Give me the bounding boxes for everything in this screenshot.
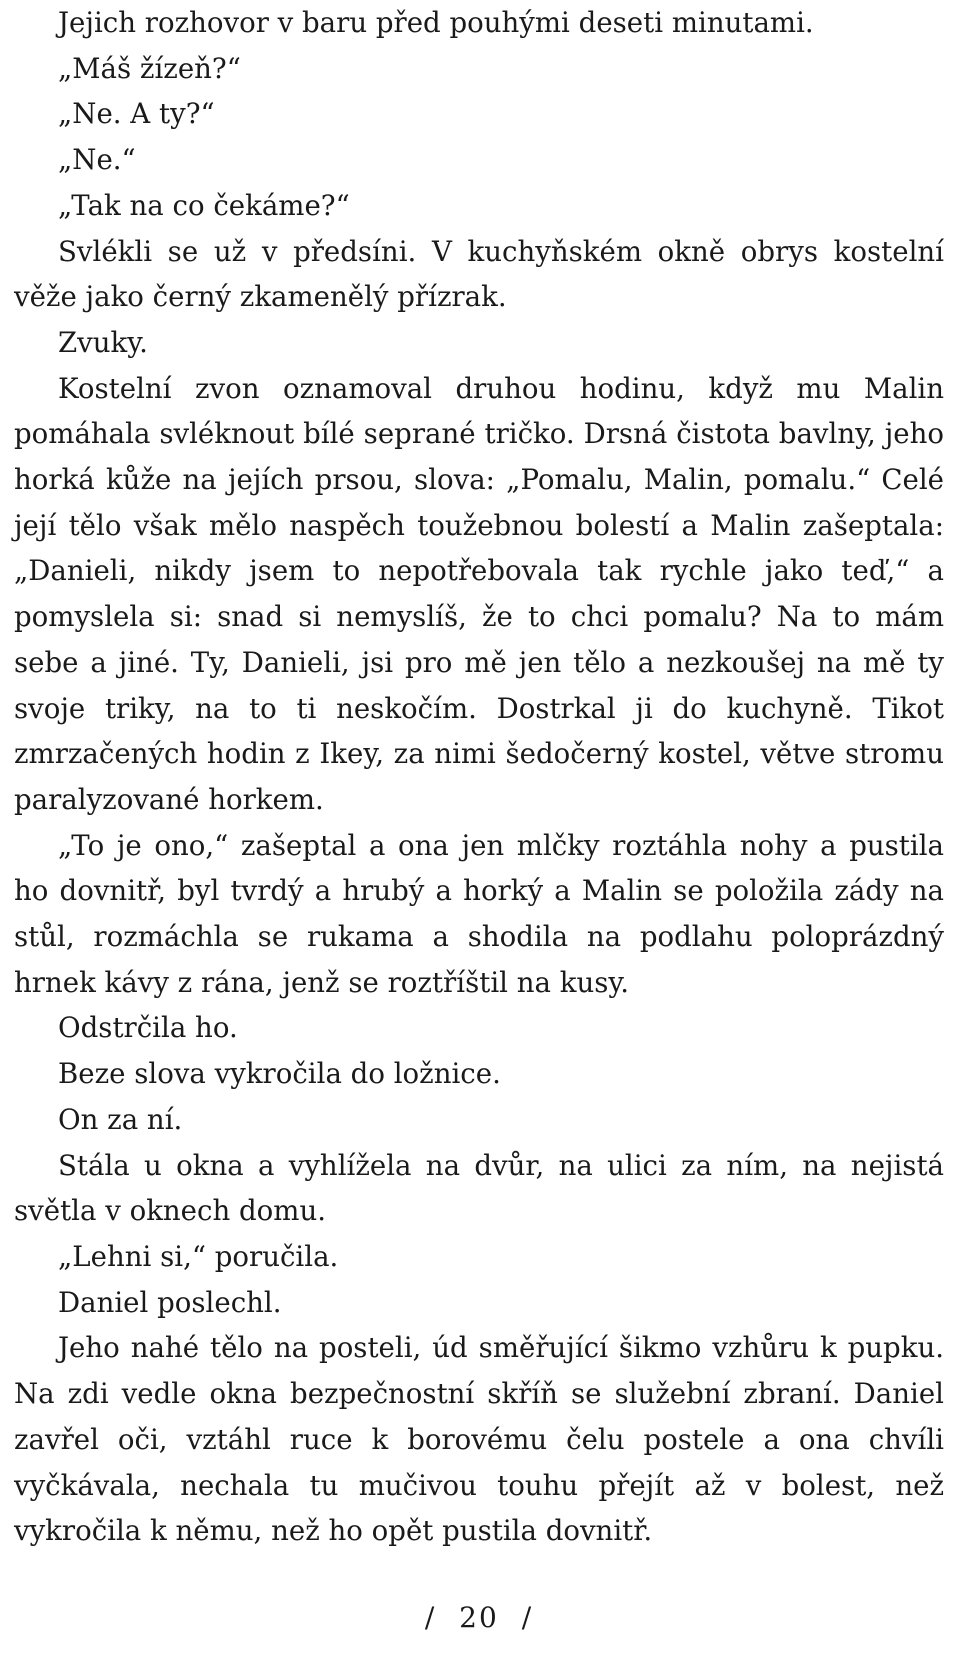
paragraph: On za ní.	[58, 1102, 183, 1136]
paragraph: Zvuky.	[58, 325, 148, 359]
paragraph: Kostelní zvon oznamoval druhou hodinu, když mu Malin pomáhala svléknout bílé seprané tričko. Drsná čistota bavlny, jeho horká kůže na jejích prsou, slova: „Pomalu, Malin, pomalu.“ Celé její tělo však mělo naspěch toužebnou bolestí a Malin zašeptala: „Danieli, nikdy jsem to nepotřebovala tak rychle jako teď,“ a pomyslela si: snad si nemyslíš, že to chci pomalu? Na to mám sebe a jiné. Ty, Danieli, jsi pro mě jen tělo a nezkoušej na mě ty svoje triky, na to ti neskočím. Dostrkal ji do kuchyně. Tikot zmrzačených hodin z Ikey, za nimi šedočerný kostel, větve stromu paralyzované horkem.	[14, 371, 944, 816]
paragraph: Jeho nahé tělo na posteli, úd směřující šikmo vzhůru k pupku. Na zdi vedle okna bezpečnostní skříň se služební zbraní. Daniel zavřel oči, vztáhl ruce k borovému čelu postele a ona chvíli vyčkávala, nechala tu mučivou touhu přejít až v bolest, než vykročila k němu, než ho opět pustila dovnitř.	[14, 1331, 944, 1548]
paragraph: Svlékli se už v předsíni. V kuchyňském okně obrys kostelní věže jako černý zkamenělý přízrak.	[14, 234, 944, 314]
page-footer	[14, 1598, 944, 1638]
paragraph: „Ne.“	[58, 143, 136, 177]
paragraph: „Máš žízeň?“	[58, 51, 241, 85]
page-number: 20	[459, 1601, 499, 1634]
body-text	[14, 0, 944, 1554]
book-page	[14, 0, 944, 1658]
paragraph: Odstrčila ho.	[58, 1011, 238, 1045]
paragraph: „Tak na co čekáme?“	[58, 188, 350, 222]
paragraph: „Lehni si,“ poručila.	[58, 1239, 339, 1273]
footer-left-slash: /	[424, 1601, 437, 1634]
paragraph: „To je ono,“ zašeptal a ona jen mlčky roztáhla nohy a pustila ho dovnitř, byl tvrdý a hrubý a horký a Malin se položila zády na stůl, rozmáchla se rukama a shodila na podlahu poloprázdný hrnek kávy z rána, jenž se roztříštil na kusy.	[14, 828, 944, 999]
paragraph: „Ne. A ty?“	[58, 97, 215, 131]
paragraph: Beze slova vykročila do ložnice.	[58, 1057, 501, 1091]
footer-right-slash: /	[521, 1601, 534, 1634]
paragraph: Stála u okna a vyhlížela na dvůr, na ulici za ním, na nejistá světla v oknech domu.	[14, 1148, 944, 1228]
paragraph: Jejich rozhovor v baru před pouhými deseti minutami.	[58, 6, 814, 39]
paragraph: Daniel poslechl.	[58, 1285, 282, 1319]
